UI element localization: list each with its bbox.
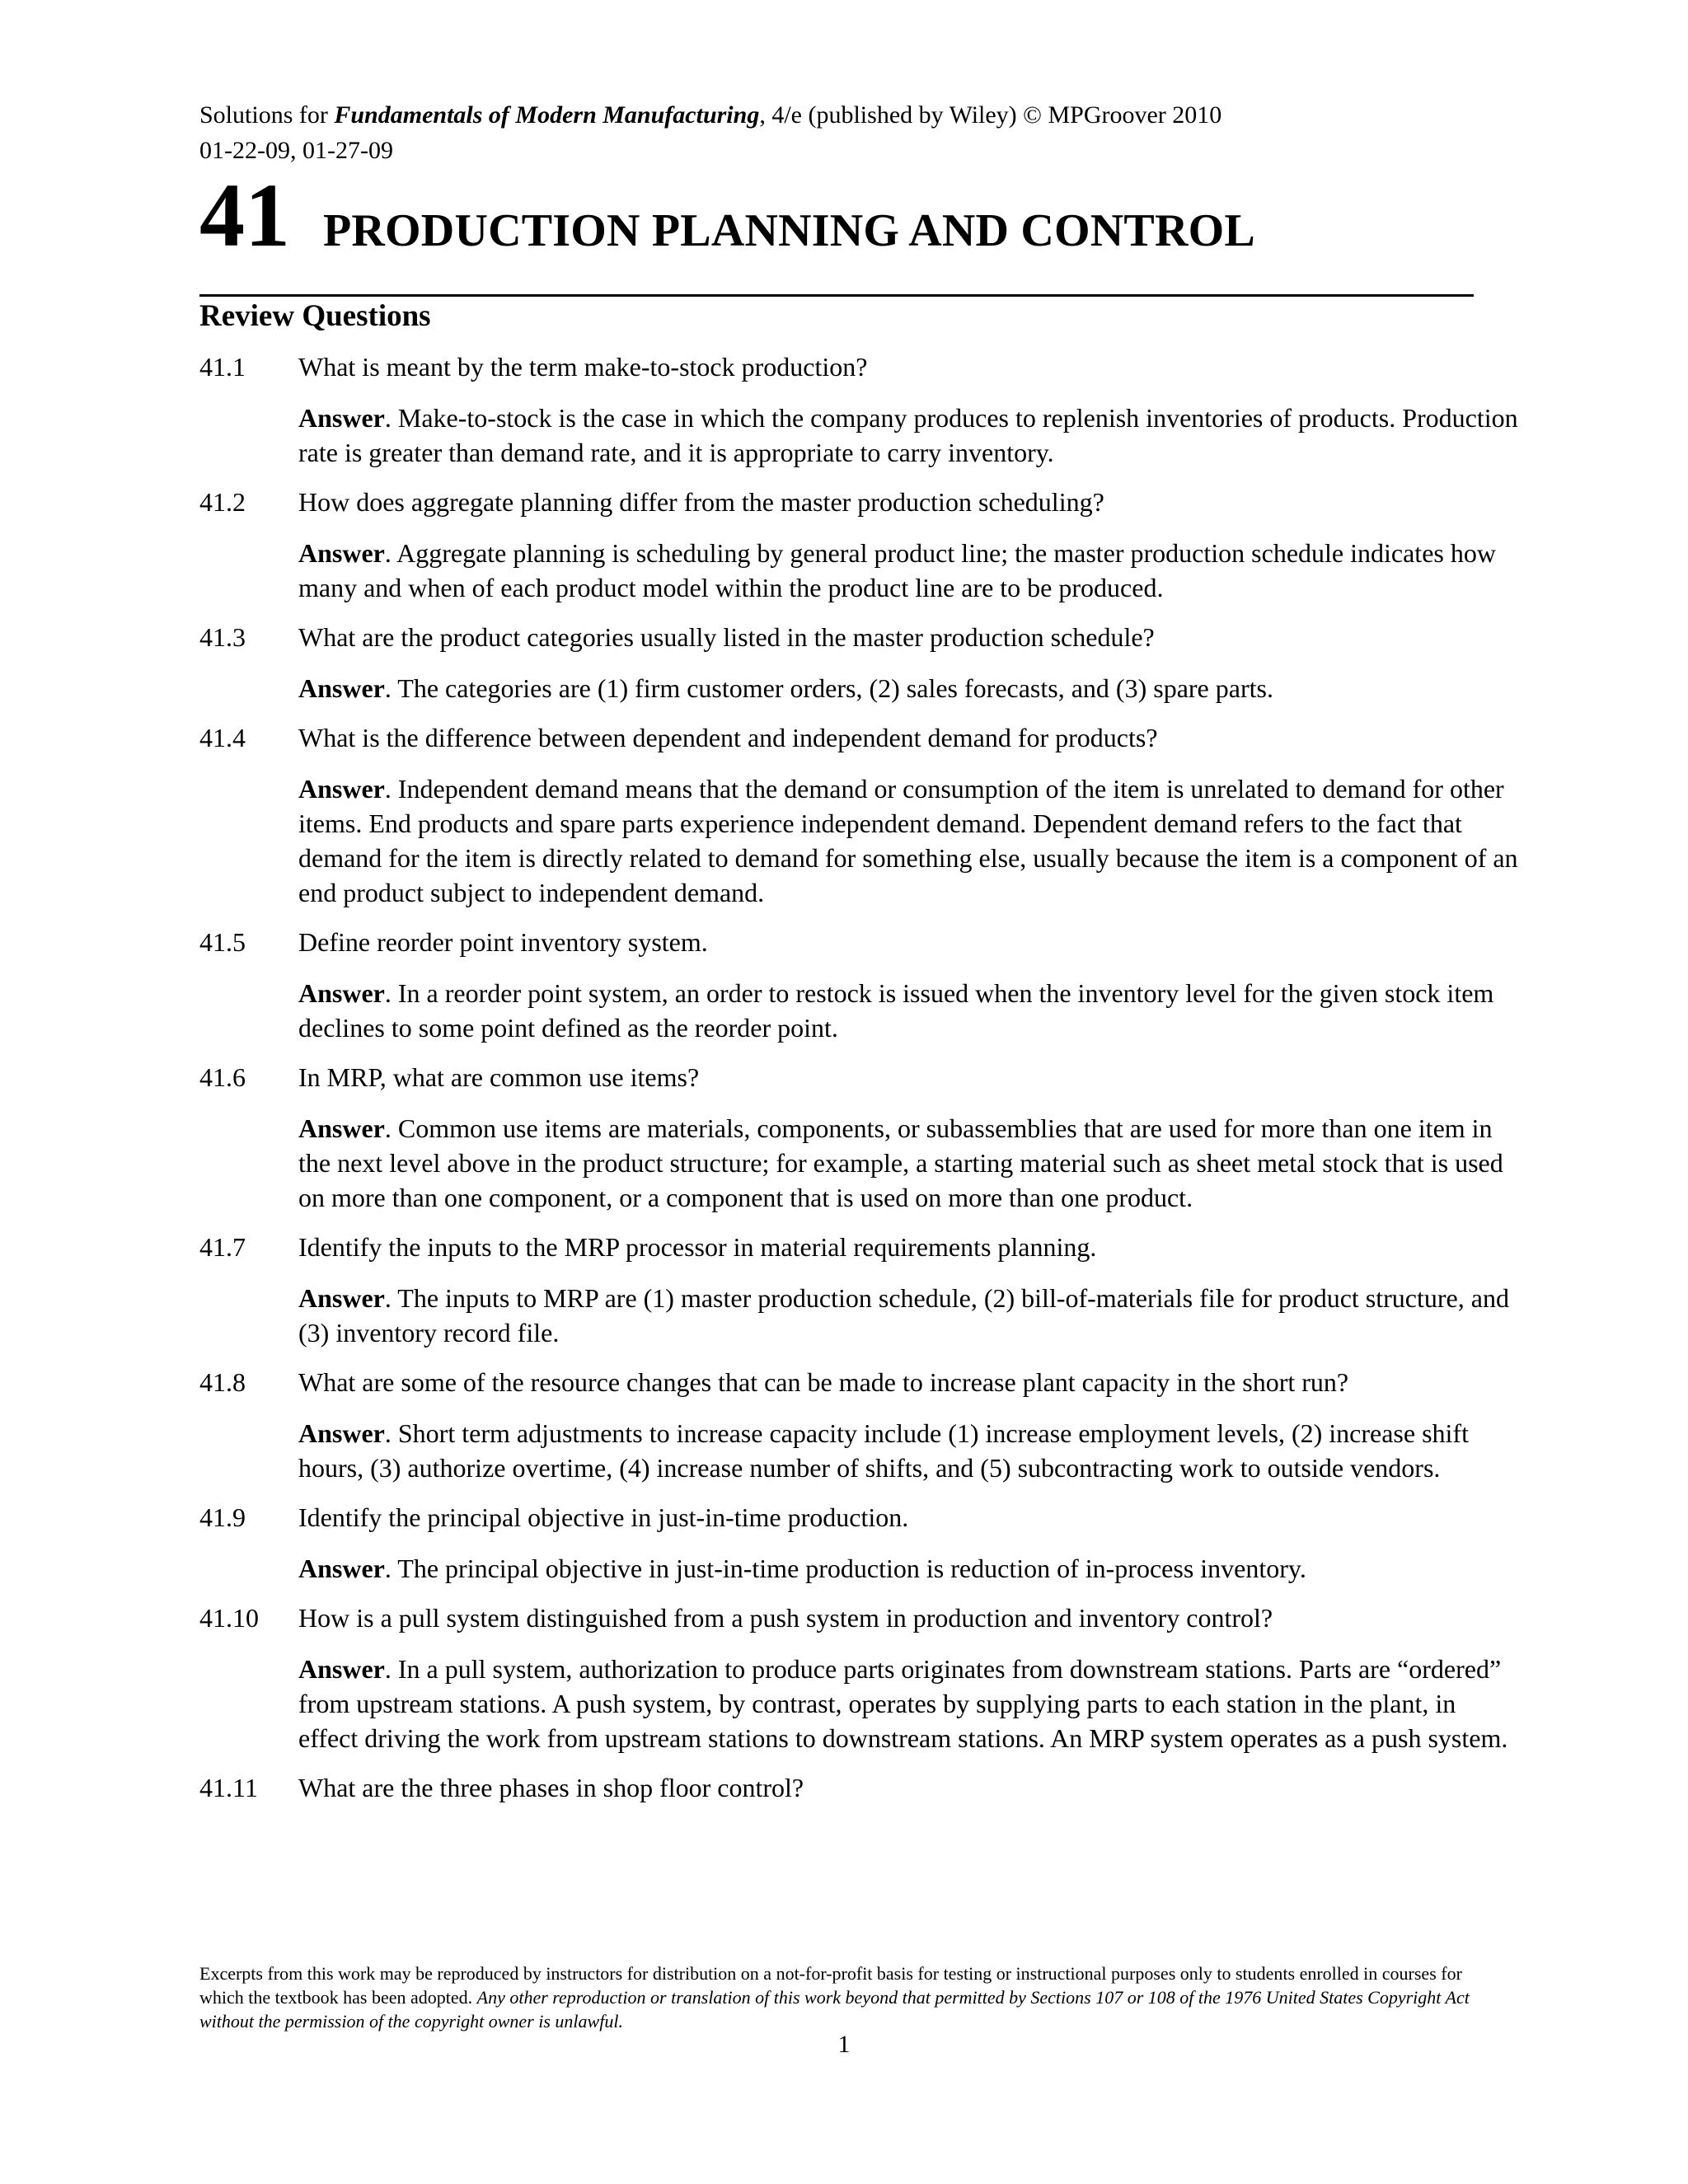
question-text: What are some of the resource changes that can be made to increase plant capacity in the short run? <box>298 1367 1349 1397</box>
question-row <box>199 1230 1502 1264</box>
section-title: Review Questions <box>199 299 431 333</box>
question-row <box>199 925 1502 959</box>
question-row <box>199 1770 1502 1805</box>
answer-paragraph <box>298 671 1518 705</box>
answer-text: . The inputs to MRP are (1) master production schedule, (2) bill-of-materials file for product structure, and (3) inventory record file. <box>298 1283 1509 1347</box>
question-text: In MRP, what are common use items? <box>298 1062 700 1092</box>
answer-text: . Make-to-stock is the case in which the company produces to replenish inventories of products. Production rate is greater than demand rate, and it is appropriate to carry inventory. <box>298 403 1518 467</box>
answer-paragraph <box>298 1416 1518 1485</box>
answer-text: . In a reorder point system, an order to restock is issued when the inventory level for the given stock item declines to some point defined as the reorder point. <box>298 978 1494 1043</box>
answer-text: . Aggregate planning is scheduling by general product line; the master production schedule indicates how many and when of each product model within the product line are to be produced. <box>298 538 1496 602</box>
book-title: Fundamentals of Modern Manufacturing <box>334 101 760 129</box>
answer-paragraph <box>298 771 1518 910</box>
answer-paragraph <box>298 401 1518 470</box>
answer-label: Answer <box>298 1554 385 1583</box>
answer-label: Answer <box>298 1113 385 1143</box>
question-number: 41.9 <box>199 1502 246 1532</box>
answer-paragraph <box>298 1281 1518 1350</box>
chapter-title: PRODUCTION PLANNING AND CONTROL <box>323 205 1255 256</box>
question-row <box>199 1060 1502 1094</box>
answer-label: Answer <box>298 673 385 703</box>
question-row <box>199 1365 1502 1399</box>
answer-text: . In a pull system, authorization to produce parts originates from downstream stations. Parts are “ordered” from upstream stations. A push system, by contrast, operates by supplying parts to each station in the plant, in effect driving the work from upstream stations to downstream stations. An MRP system operates as a push system. <box>298 1654 1508 1753</box>
header-prefix: Solutions for <box>199 101 335 129</box>
question-row <box>199 349 1502 384</box>
answer-text: . The principal objective in just-in-time production is reduction of in-process inventory. <box>384 1554 1306 1583</box>
running-header <box>199 97 1221 168</box>
question-row <box>199 720 1502 755</box>
answer-paragraph <box>298 1551 1518 1586</box>
question-number: 41.10 <box>199 1603 259 1633</box>
question-text: Define reorder point inventory system. <box>298 927 708 957</box>
review-questions-list <box>199 349 1518 1821</box>
question-text: What are the product categories usually listed in the master production schedule? <box>298 622 1155 652</box>
answer-label: Answer <box>298 1418 385 1448</box>
footer-italic-text: Any other reproduction or translation of this work beyond that permitted by Sections 107 or 108 of the 1976 United States Copyright Act without the permission of the copyright owner is unlawful. <box>199 1987 1470 2032</box>
answer-paragraph <box>298 976 1518 1045</box>
header-suffix: , 4/e (published by Wiley) © MPGroover 2010 <box>759 101 1222 129</box>
question-text: Identify the inputs to the MRP processor in material requirements planning. <box>298 1232 1097 1262</box>
answer-paragraph <box>298 1652 1518 1755</box>
question-row <box>199 620 1502 654</box>
question-text: How does aggregate planning differ from the master production scheduling? <box>298 487 1104 517</box>
chapter-number: 41 <box>199 165 290 265</box>
question-text: Identify the principal objective in just-in-time production. <box>298 1502 909 1532</box>
question-text: What is meant by the term make-to-stock production? <box>298 352 868 382</box>
question-number: 41.6 <box>199 1062 246 1092</box>
answer-text: . Common use items are materials, components, or subassemblies that are used for more than one item in the next level above in the product structure; for example, a starting material such as sheet metal stock that is used on more than one component, or a component that is used on more than one product. <box>298 1113 1503 1212</box>
question-text: How is a pull system distinguished from a push system in production and inventory control? <box>298 1603 1273 1633</box>
question-number: 41.8 <box>199 1367 246 1397</box>
answer-label: Answer <box>298 978 385 1008</box>
answer-label: Answer <box>298 1654 385 1684</box>
question-number: 41.2 <box>199 487 246 517</box>
question-number: 41.1 <box>199 352 246 382</box>
question-number: 41.4 <box>199 723 246 752</box>
chapter-heading <box>199 165 1255 265</box>
question-row <box>199 1601 1502 1635</box>
header-dates: 01-22-09, 01-27-09 <box>199 137 393 164</box>
question-row <box>199 485 1502 519</box>
question-number: 41.7 <box>199 1232 246 1262</box>
question-number: 41.11 <box>199 1773 258 1802</box>
answer-text: . Independent demand means that the demand or consumption of the item is unrelated to demand for other items. End products and spare parts experience independent demand. Dependent demand refers to the fact that demand for the item is directly related to demand for something else, usually because the item is a component of an end product subject to independent demand. <box>298 774 1518 907</box>
question-row <box>199 1500 1502 1535</box>
answer-label: Answer <box>298 538 385 568</box>
answer-label: Answer <box>298 774 385 804</box>
page-number: 1 <box>837 2031 851 2058</box>
copyright-footer <box>199 1961 1485 2033</box>
answer-text: . Short term adjustments to increase capacity include (1) increase employment levels, (2) increase shift hours, (3) authorize overtime, (4) increase number of shifts, and (5) subcontracting work to outside vendors. <box>298 1418 1469 1483</box>
footer-plain-text: Excerpts from this work may be reproduced by instructors for distribution on a not-for-profit basis for testing or instructional purposes only to students enrolled in courses for which the textbook has been adopted. <box>199 1963 1462 2008</box>
question-text: What is the difference between dependent and independent demand for products? <box>298 723 1158 752</box>
question-text: What are the three phases in shop floor control? <box>298 1773 804 1802</box>
answer-label: Answer <box>298 1283 385 1313</box>
answer-label: Answer <box>298 403 385 433</box>
answer-paragraph <box>298 536 1518 605</box>
answer-text: . The categories are (1) firm customer orders, (2) sales forecasts, and (3) spare parts. <box>384 673 1273 703</box>
answer-paragraph <box>298 1111 1518 1215</box>
question-number: 41.5 <box>199 927 246 957</box>
question-number: 41.3 <box>199 622 246 652</box>
header-source-line <box>199 97 1221 133</box>
